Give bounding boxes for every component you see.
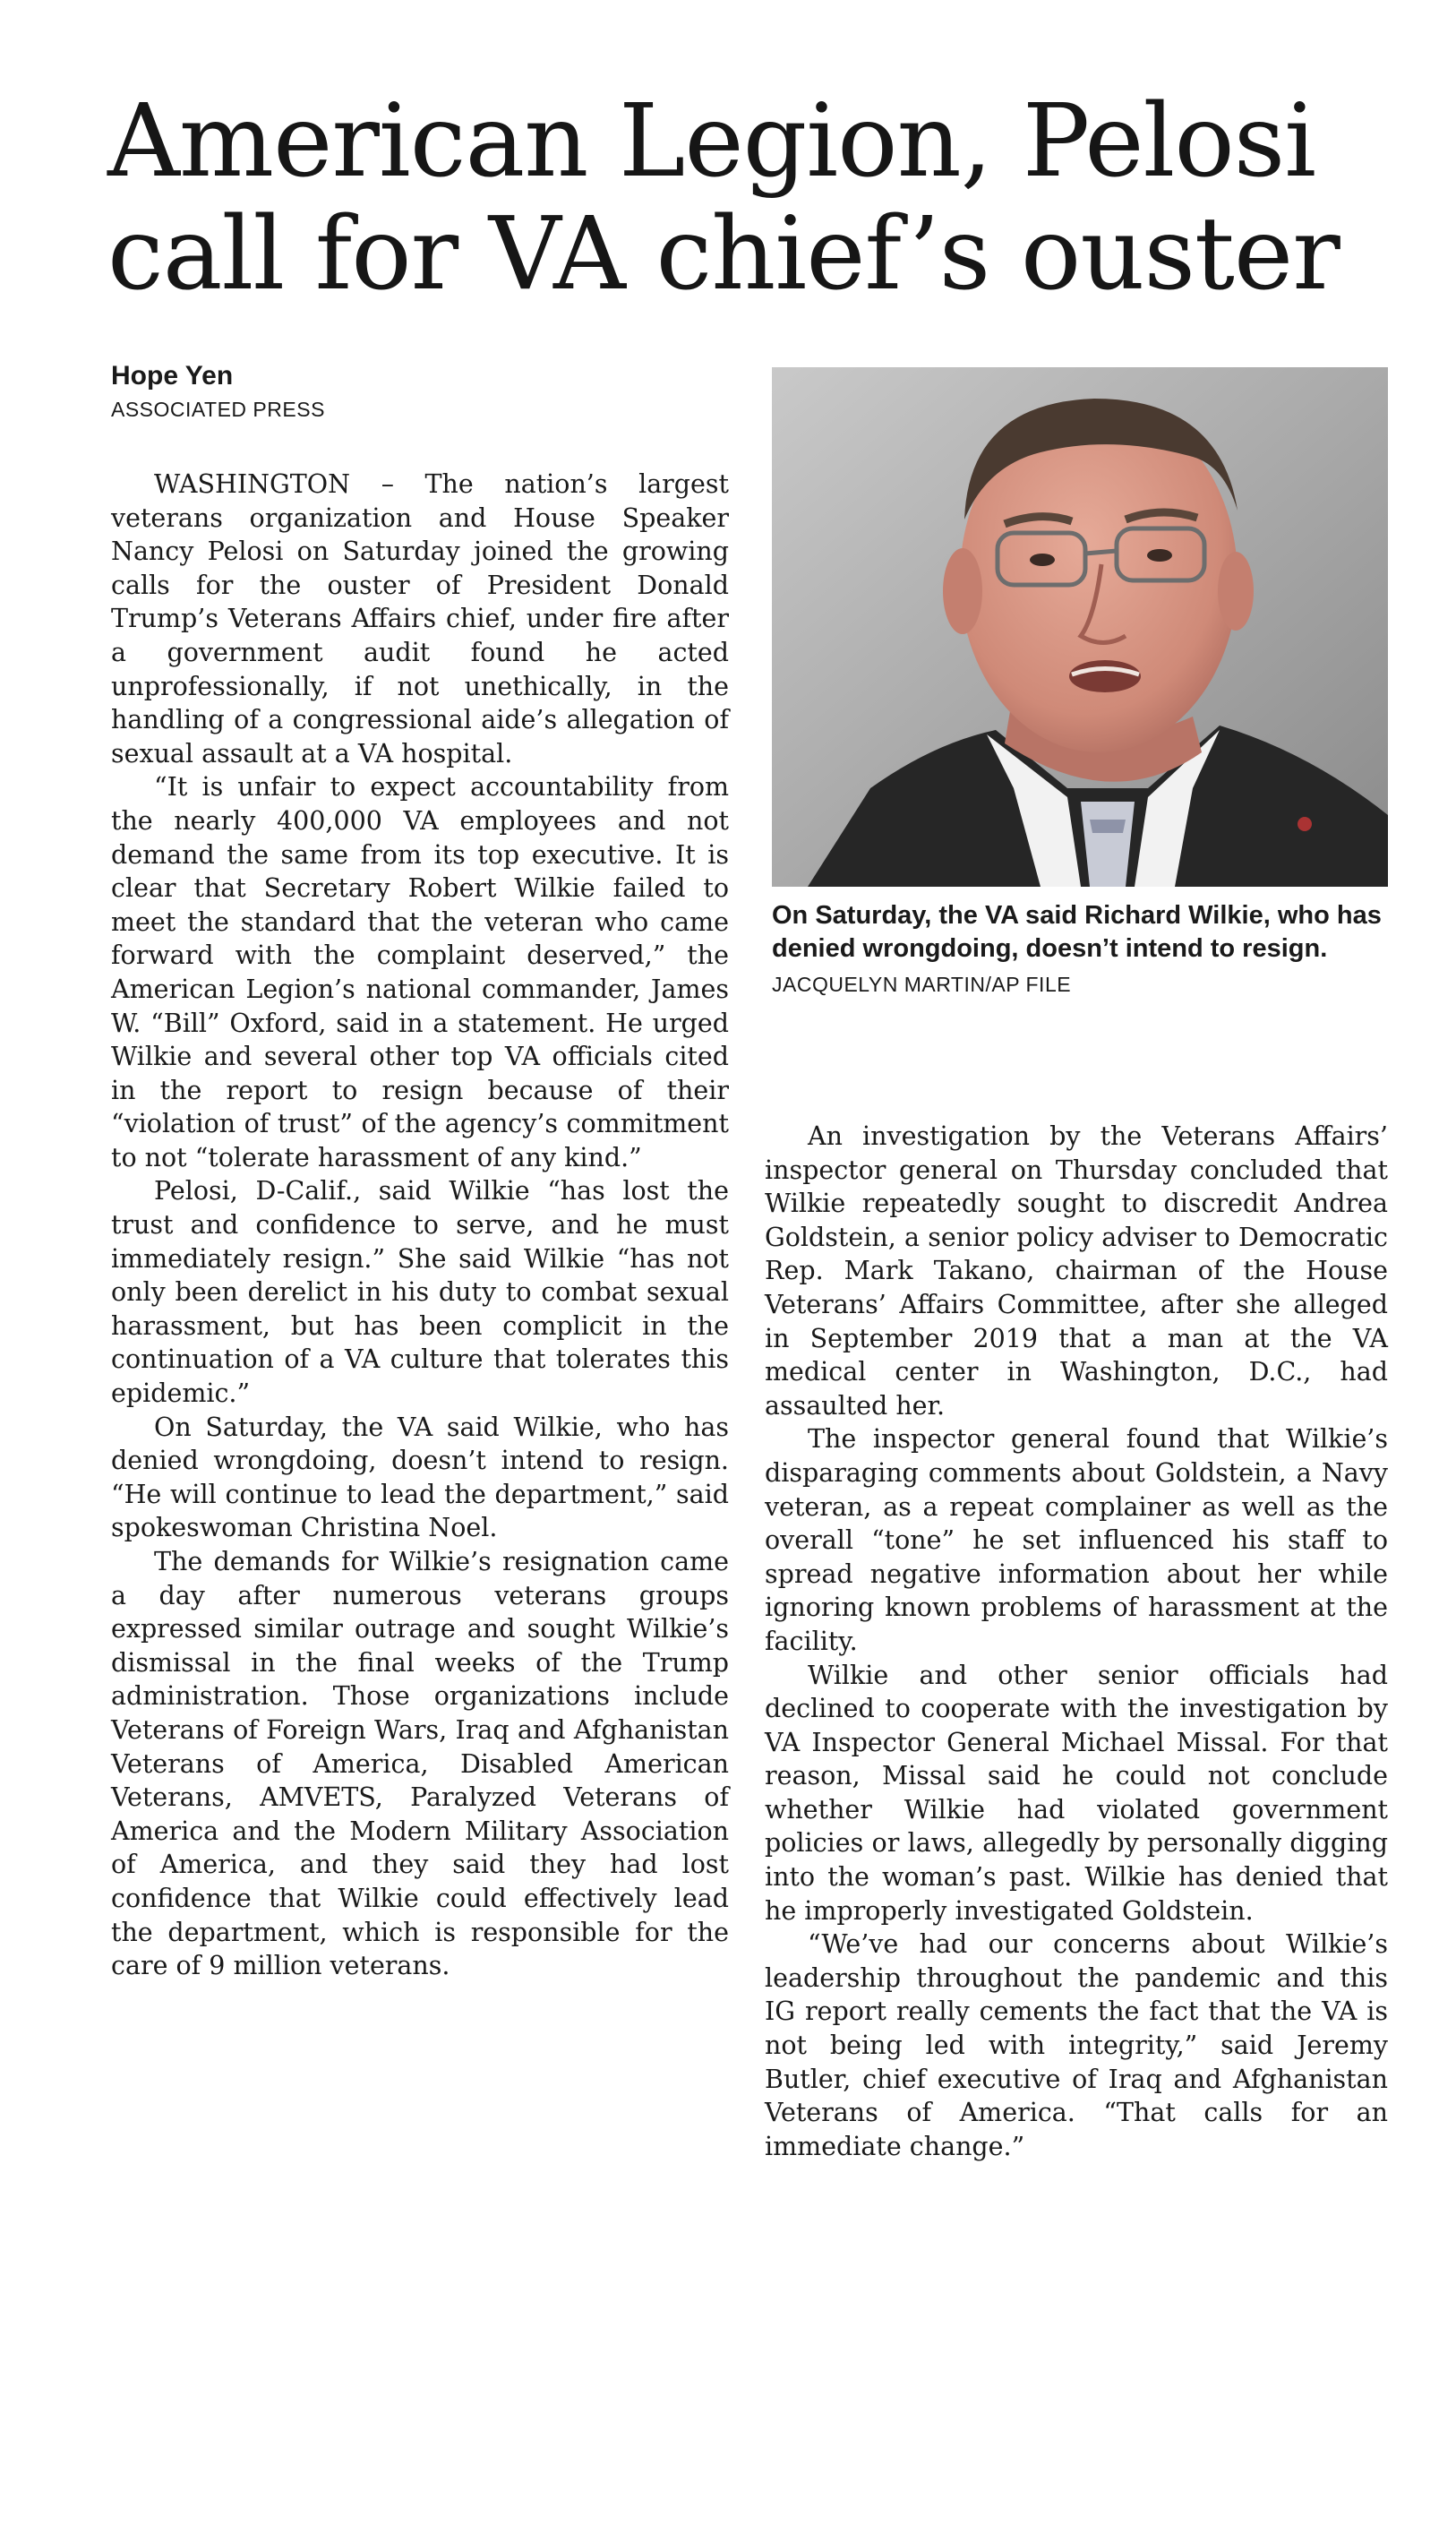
- byline: [111, 360, 325, 423]
- paragraph: An investigation by the Veterans Affairs’ inspector general on Thursday concluded that Wilkie repeatedly sought to discredit Andrea Goldstein, a senior policy adviser to Democratic Rep. Mark Takano, chairman of the House Veterans’ Affairs Committee, after she alleged in September 2019 that a man at the VA medical center in Washington, D.C., had assaulted her.: [765, 1121, 1388, 1421]
- paragraph: The inspector general found that Wilkie’s disparaging comments about Goldstein, a Navy veteran, as a repeat complainer as well as the overall “tone” he set influenced his staff to spread negative information about her while ignoring known problems of harassment at the facility.: [765, 1424, 1388, 1656]
- portrait-photo: [772, 367, 1388, 887]
- article-column-left: [111, 468, 729, 1983]
- paragraph: Pelosi, D-Calif., said Wilkie “has lost the trust and confidence to serve, and he must immediately resign.” She said Wilkie “has not only been derelict in his duty to combat sexual harassment, but has been complicit in the continuation of a VA culture that tolerates this epidemic.”: [111, 1176, 729, 1409]
- paragraph: “We’ve had our concerns about Wilkie’s leadership throughout the pandemic and this IG report really cements the fact that the VA is not being led with integrity,” said Jeremy Butler, chief executive of Iraq and Afghanistan Veterans of America. “That calls for an immediate change.”: [765, 1929, 1388, 2161]
- author-name: Hope Yen: [111, 361, 234, 391]
- photo-credit: JACQUELYN MARTIN/AP FILE: [772, 973, 1072, 996]
- paragraph: WASHINGTON – The nation’s largest veterans organization and House Speaker Nancy Pelosi on Saturday joined the growing calls for the ouster of President Donald Trump’s Veterans Affairs chief, under fire after a government audit found he acted unprofessionally, if not unethically, in the handling of a congressional aide’s allegation of sexual assault at a VA hospital.: [111, 469, 729, 768]
- agency-name: ASSOCIATED PRESS: [111, 398, 325, 421]
- paragraph: The demands for Wilkie’s resignation came a day after numerous veterans groups expressed similar outrage and sought Wilkie’s dismissal in the final weeks of the Trump administration. Those organizations include Veterans of Foreign Wars, Iraq and Afghanistan Veterans of America, Disabled American Veterans, AMVETS, Paralyzed Veterans of America and the Modern Military Association of America, and they said they had lost confidence that Wilkie could effectively lead the department, which is responsible for the care of 9 million veterans.: [111, 1547, 729, 1981]
- article-column-right: [765, 1120, 1388, 2163]
- paragraph: “It is unfair to expect accountability from the nearly 400,000 VA employees and not demand the same from its top executive. It is clear that Secretary Robert Wilkie failed to meet the standard that the veteran who came forward with the complaint deserved,” the American Legion’s national commander, James W. “Bill” Oxford, said in a statement. He urged Wilkie and several other top VA officials cited in the report to resign because of their “violation of trust” of the agency’s commitment to not “tolerate harassment of any kind.”: [111, 772, 729, 1172]
- portrait-illustration: [772, 367, 1388, 887]
- paragraph: On Saturday, the VA said Wilkie, who has denied wrongdoing, doesn’t intend to resign. “He will continue to lead the department,” said spokeswoman Christina Noel.: [111, 1412, 729, 1543]
- caption-text: On Saturday, the VA said Richard Wilkie, who has denied wrongdoing, doesn’t intend to resign.: [772, 901, 1382, 963]
- headline: American Legion, Pelosi call for VA chief’s ouster: [107, 83, 1340, 313]
- photo-caption: [772, 899, 1399, 998]
- paragraph: Wilkie and other senior officials had declined to cooperate with the investigation by VA Inspector General Michael Missal. For that reason, Missal said he could not conclude whether Wilkie had violated government policies or laws, allegedly by personally digging into the woman’s past. Wilkie has denied that he improperly investigated Goldstein.: [765, 1660, 1388, 1926]
